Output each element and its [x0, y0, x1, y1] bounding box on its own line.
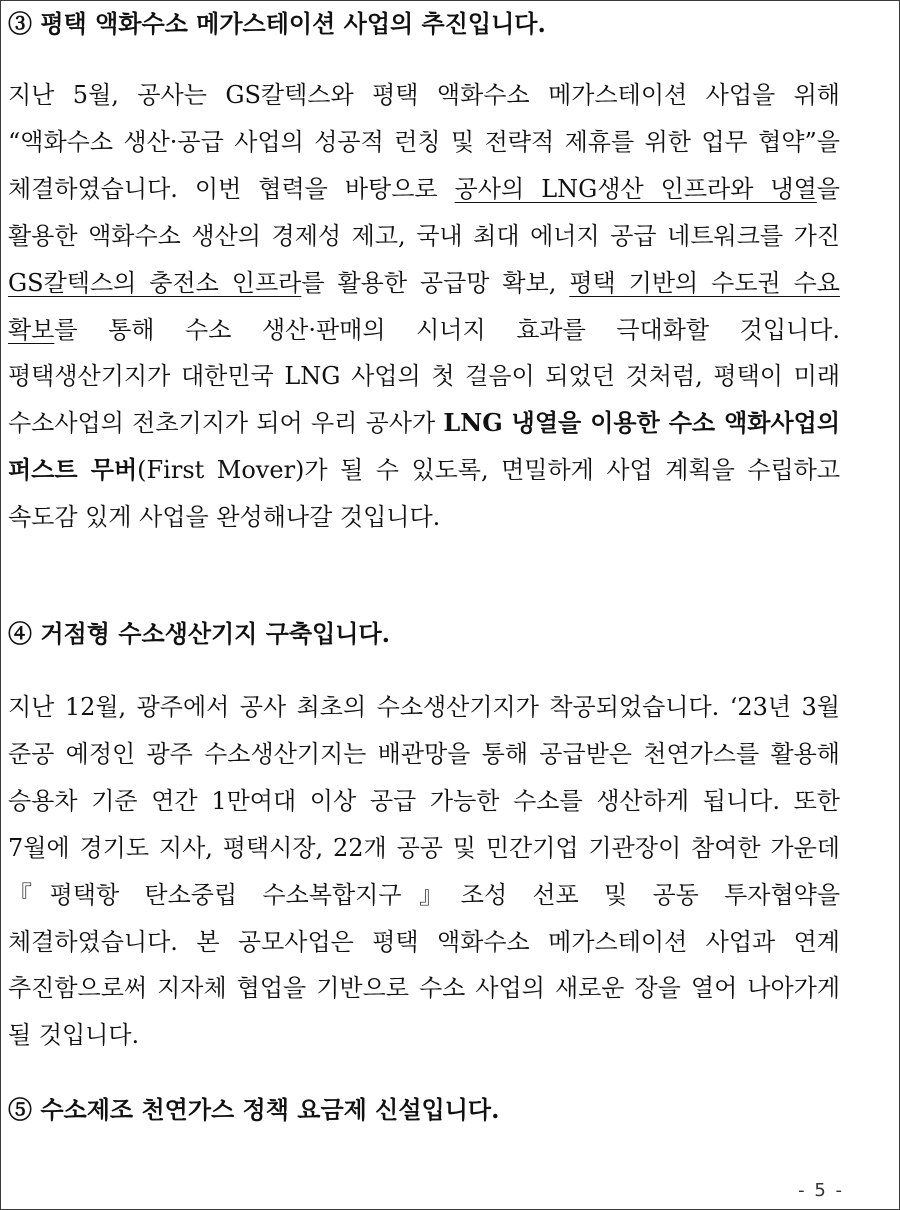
bold-phrase: LNG 냉열을 이용한 수소 액화사업의 퍼스트 무버: [8, 408, 840, 485]
text-run: 를 활용한 공급망 확보,: [301, 268, 570, 297]
section-heading-4: ④ 거점형 수소생산기지 구축입니다.: [8, 619, 390, 648]
text-run: 를 통해 수소 생산·판매의 시너지 효과를 극대화할 것입니다. 평택생산기지가 대한민국 LNG 사업의 첫 걸음이 되었던 것처럼, 평택이 미래 수소사업의 전초기지가 되어 우리 공사가: [8, 315, 840, 438]
text-run: 을 활용한 액화수소 생산의 경제성 제고, 국내 최대 에너지 공급 네트워크를 가진: [8, 174, 840, 250]
page-number: - 5 -: [798, 1180, 844, 1201]
section-heading-5: ⑤ 수소제조 천연가스 정책 요금제 신설입니다.: [8, 1095, 500, 1124]
underlined-phrase: 공사의 LNG생산 인프라와 냉열: [454, 174, 817, 203]
text-run: (First Mover)가 될 수 있도록, 면밀하게 사업 계획을 수립하고 속도감 있게 사업을 완성해나갈 것입니다.: [8, 456, 841, 532]
section-paragraph-4: [8, 684, 840, 1059]
section-paragraph-3: [8, 72, 840, 541]
text-run: 지난 12월, 광주에서 공사 최초의 수소생산기지가 착공되었습니다. ‘23년 3월 준공 예정인 광주 수소생산기지는 배관망을 통해 공급받은 천연가스를 활용해 승용차 기준 연간 1만여대 이상 공급 가능한 수소를 생산하게 됩니다. 또한 7월에 경기도 지사, 평택시장, 22개 공공 및 민간기업 기관장이 참여한 가운데『평택항 탄소중립 수소복합지구』조성 선포 및 공동 투자협약을 체결하였습니다. 본 공모사업은 평택 액화수소 메가스테이션 사업과 연계 추진함으로써 지자체 협업을 기반으로 수소 사업의 새로운 장을 열어 나아가게 될 것입니다.: [8, 693, 840, 1050]
section-heading-3: ③ 평택 액화수소 메가스테이션 사업의 추진입니다.: [8, 9, 546, 38]
text-run: 지난 5월, 공사는 GS칼텍스와 평택 액화수소 메가스테이션 사업을 위해 “액화수소 생산·공급 사업의 성공적 런칭 및 전략적 제휴를 위한 업무 협약”을 체결하였습니다. 이번 협력을 바탕으로: [8, 81, 840, 203]
underlined-phrase: 평택 기반의 수도권 수요 확보: [8, 268, 840, 344]
underlined-phrase: GS칼텍스의 충전소 인프라: [8, 268, 302, 297]
